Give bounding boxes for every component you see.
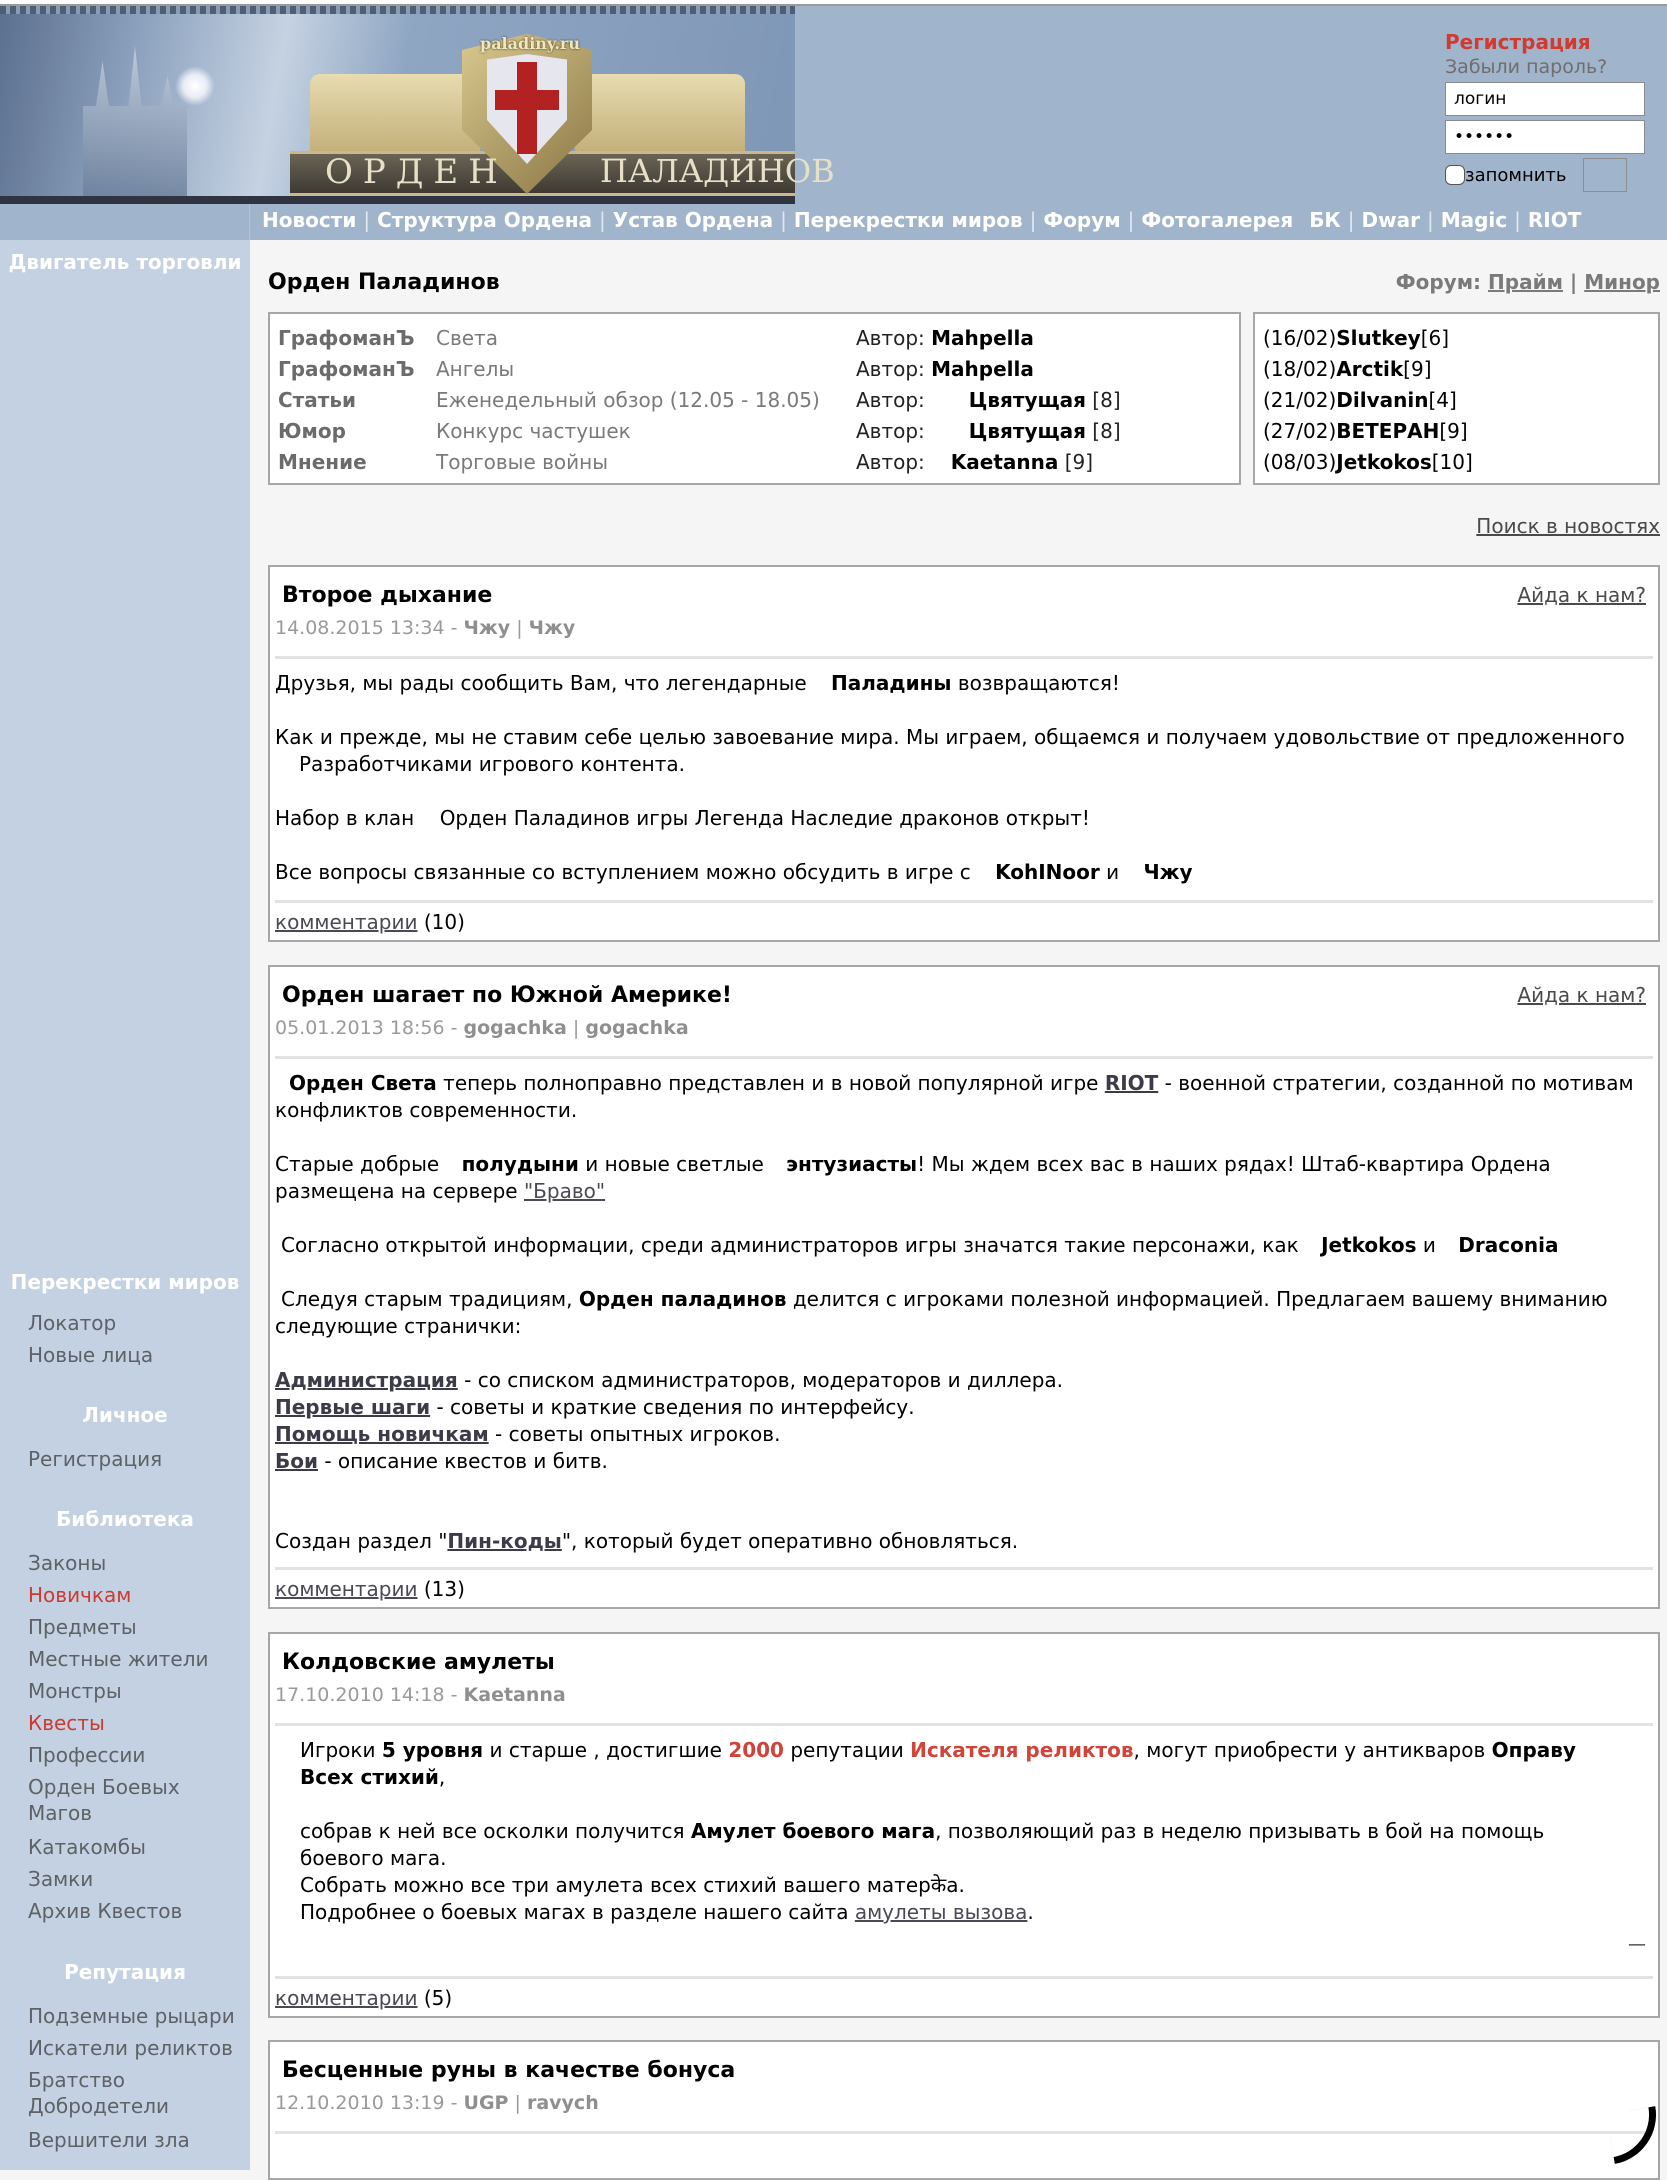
nav-item-news[interactable]: Новости	[262, 208, 357, 232]
birthday-name[interactable]: Arctik	[1336, 356, 1404, 381]
summon-amulets-link[interactable]: амулеты вызова	[854, 1900, 1028, 1924]
article-author[interactable]: Цвятущая	[968, 387, 1086, 412]
sidebar-item-professions[interactable]: Профессии	[28, 1743, 146, 1767]
article-title[interactable]: Света	[436, 325, 498, 350]
page-title: Орден Паладинов	[268, 270, 500, 295]
article-category: Юмор	[278, 418, 346, 443]
sidebar-item-evil-doers[interactable]: Вершители зла	[28, 2128, 190, 2152]
register-link[interactable]: Регистрация	[1445, 30, 1591, 54]
pin-codes-link[interactable]: Пин-коды	[447, 1529, 562, 1553]
riot-link[interactable]: RIOT	[1104, 1071, 1159, 1095]
news-divider	[275, 900, 1653, 903]
news-divider	[275, 1976, 1653, 1979]
news-paragraph: Подробнее о боевых магах в разделе нашего сайта амулеты вызова.	[300, 1900, 1034, 1924]
news-item	[268, 965, 1660, 1609]
sidebar-item-new-faces[interactable]: Новые лица	[28, 1343, 154, 1367]
article-title[interactable]: Конкурс частушек	[436, 418, 631, 443]
article-author-count: [9]	[1064, 449, 1094, 474]
news-paragraph: Набор в клан Орден Паладинов игры Легенда Наследие драконов открыт!	[275, 806, 1090, 830]
news-paragraph: Следуя старым традициям, Орден паладинов делится с игроками полезной информацией. Предлагаем вашему вниманию следующие странички:	[275, 1287, 1608, 1338]
login-input[interactable]	[1445, 82, 1645, 116]
nav-item-gallery[interactable]: Фотогалерея	[1141, 208, 1294, 232]
sidebar-item-relic-seekers[interactable]: Искатели реликтов	[28, 2036, 233, 2060]
battles-link[interactable]: Бои	[275, 1449, 318, 1473]
article-category: Статьи	[278, 387, 357, 412]
birthday-row	[1263, 322, 1650, 353]
sidebar-heading-ads: Двигатель торговли	[8, 250, 242, 274]
sidebar-item-underground-knights[interactable]: Подземные рыцари	[28, 2004, 235, 2028]
news-link-line: Первые шаги - советы и краткие сведения по интерфейсу.	[275, 1395, 915, 1419]
news-body	[275, 670, 1653, 886]
birthday-name[interactable]: Slutkey	[1336, 325, 1421, 350]
nav-item-bk[interactable]: БК	[1309, 208, 1341, 232]
birthday-date: (21/02)	[1263, 387, 1337, 412]
castle-image	[70, 46, 200, 196]
news-meta: 14.08.2015 13:34 - Чжу | Чжу	[275, 617, 576, 639]
news-author[interactable]: Чжу	[463, 617, 511, 639]
sidebar-heading-personal: Личное	[82, 1403, 168, 1427]
sidebar-item-laws[interactable]: Законы	[28, 1551, 107, 1575]
sidebar-item-quests[interactable]: Квесты	[28, 1711, 105, 1735]
login-submit-button[interactable]	[1583, 158, 1627, 192]
nav-item-riot[interactable]: RIOT	[1527, 208, 1582, 232]
forum-separator: |	[1569, 270, 1578, 294]
news-author[interactable]: gogachka	[585, 1017, 689, 1039]
sidebar-item-battle-mages[interactable]: Орден Боевых Магов	[28, 1775, 180, 1825]
news-item	[268, 1632, 1660, 2018]
news-item	[268, 2040, 1660, 2180]
nav-items	[262, 208, 1581, 232]
article-title[interactable]: Еженедельный обзор (12.05 - 18.05)	[436, 387, 820, 412]
article-author[interactable]: Kaetanna	[950, 449, 1059, 474]
cross-icon-bar	[495, 90, 559, 110]
forum-minor-link[interactable]: Минор	[1584, 270, 1660, 294]
remember-label: запомнить	[1465, 164, 1567, 186]
news-item	[268, 565, 1660, 942]
news-author[interactable]: Kaetanna	[463, 1684, 566, 1706]
nav-separator: |	[1029, 208, 1037, 232]
comments-link[interactable]: комментарии	[275, 1986, 418, 2010]
first-steps-link[interactable]: Первые шаги	[275, 1395, 431, 1419]
nav-item-forum[interactable]: Форум	[1043, 208, 1121, 232]
sidebar-item-catacombs[interactable]: Катакомбы	[28, 1835, 146, 1859]
birthday-date: (08/03)	[1263, 449, 1337, 474]
article-title[interactable]: Торговые войны	[436, 449, 609, 474]
news-divider	[275, 1723, 1653, 1726]
bravo-server-link[interactable]: "Браво"	[523, 1179, 606, 1203]
news-date: 12.10.2010 13:19	[275, 2092, 445, 2114]
news-divider	[275, 2131, 1653, 2134]
article-author[interactable]: Mahpella	[931, 325, 1034, 350]
news-date: 17.10.2010 14:18	[275, 1684, 445, 1706]
nav-separator: |	[1127, 208, 1135, 232]
comments-link[interactable]: комментарии	[275, 910, 418, 934]
news-paragraph: Друзья, мы рады сообщить Вам, что легендарные Паладины возвращаются!	[275, 671, 1120, 695]
article-author-count: [8]	[1092, 418, 1121, 443]
article-author-label: Автор:	[856, 449, 925, 474]
banner-title-left: ОРДЕН	[325, 152, 508, 192]
news-date: 05.01.2013 18:56	[275, 1017, 445, 1039]
news-link-line: Помощь новичкам - советы опытных игроков.	[275, 1422, 781, 1446]
article-row[interactable]	[278, 322, 1231, 353]
join-link[interactable]: Айда к нам?	[1517, 983, 1646, 1007]
news-paragraph: Старые добрые полудыни и новые светлые энтузиасты! Мы ждем всех вас в наших рядах! Штаб-квартира Ордена размещена на сервере "Браво"	[275, 1152, 1551, 1203]
sidebar-heading-reputation: Репутация	[64, 1960, 186, 1984]
sidebar-item-monsters[interactable]: Монстры	[28, 1679, 122, 1703]
birthday-row	[1263, 415, 1650, 446]
newbie-help-link[interactable]: Помощь новичкам	[275, 1422, 489, 1446]
sidebar-item-locals[interactable]: Местные жители	[28, 1647, 209, 1671]
nav-item-magic[interactable]: Magic	[1440, 208, 1508, 232]
comments-row	[275, 910, 465, 934]
banner-border-bottom	[0, 196, 795, 204]
news-paragraph: Все вопросы связанные со вступлением можно обсудить в игре с KohINoor и Чжу	[275, 860, 1193, 884]
comments-count: (10)	[423, 910, 465, 934]
remember-checkbox[interactable]	[1445, 165, 1465, 185]
nav-item-crossroads[interactable]: Перекрестки миров	[793, 208, 1023, 232]
sidebar-item-locator[interactable]: Локатор	[28, 1311, 117, 1335]
news-title: Колдовские амулеты	[282, 1650, 555, 1675]
login-form	[1445, 30, 1655, 192]
news-search-link[interactable]: Поиск в новостях	[1476, 514, 1660, 538]
sidebar-item-registration[interactable]: Регистрация	[28, 1447, 163, 1471]
news-title: Бесценные руны в качестве бонуса	[282, 2058, 736, 2083]
nav-item-structure[interactable]: Структура Ордена	[377, 208, 593, 232]
forgot-password-link[interactable]: Забыли пароль?	[1445, 56, 1608, 78]
birthday-count: [10]	[1431, 449, 1473, 474]
birthday-name[interactable]: Jetkokos	[1336, 449, 1432, 474]
nav-item-charter[interactable]: Устав Ордена	[612, 208, 774, 232]
news-paragraph: Согласно открытой информации, среди администраторов игры значатся такие персонажи, как Jetkokos и Draconia	[281, 1233, 1559, 1257]
header	[0, 6, 1667, 204]
join-link[interactable]: Айда к нам?	[1517, 583, 1646, 607]
article-author[interactable]: Mahpella	[931, 356, 1034, 381]
article-title[interactable]: Ангелы	[436, 356, 515, 381]
news-meta: 17.10.2010 14:18 - Kaetanna	[275, 1684, 566, 1706]
sidebar-heading-crossroads: Перекрестки миров	[10, 1270, 240, 1294]
birthday-row	[1263, 446, 1650, 477]
logo-text: paladiny.ru	[480, 34, 580, 53]
birthday-row	[1263, 353, 1650, 384]
forum-label: Форум:	[1395, 270, 1482, 294]
password-input[interactable]	[1445, 120, 1645, 154]
banner-title-right: ПАЛАДИНОВ	[600, 152, 835, 190]
news-divider	[275, 1056, 1653, 1059]
comments-row	[275, 1577, 465, 1601]
news-paragraph: Собрать можно все три амулета всех стихий вашего матерकेа.	[300, 1873, 965, 1897]
news-divider	[275, 656, 1653, 659]
forum-prime-link[interactable]: Прайм	[1488, 270, 1563, 294]
nav-left-cap	[0, 204, 250, 240]
news-link-line: Администрация - со списком администраторов, модераторов и диллера.	[275, 1368, 1064, 1392]
news-paragraph: Орден Света теперь полноправно представлен и в новой популярной игре RIOT - военной стратегии, созданной по мотивам конфликтов современности.	[275, 1071, 1634, 1122]
sidebar-item-castles[interactable]: Замки	[28, 1867, 94, 1891]
sidebar-item-items[interactable]: Предметы	[28, 1615, 137, 1639]
comments-count: (5)	[423, 1986, 453, 2010]
article-author-label: Автор:	[856, 387, 925, 412]
article-row[interactable]	[278, 415, 1231, 446]
forum-links	[1396, 270, 1660, 294]
news-title: Орден шагает по Южной Америке!	[282, 983, 732, 1008]
birthday-name[interactable]: Dilvanin	[1336, 387, 1429, 412]
birthday-count: [9]	[1439, 418, 1468, 443]
news-author[interactable]: UGP	[463, 2092, 509, 2114]
news-date: 14.08.2015 13:34	[275, 617, 445, 639]
birthday-name[interactable]: ВЕТЕРАН	[1336, 418, 1440, 443]
news-title: Второе дыхание	[282, 583, 493, 608]
article-row[interactable]	[278, 353, 1231, 384]
news-body	[300, 1737, 1628, 1926]
article-author-label: Автор:	[856, 325, 925, 350]
birthday-count: [6]	[1420, 325, 1450, 350]
article-category: ГрафоманЪ	[278, 325, 415, 350]
news-paragraph: собрав к ней все осколки получится Амулет боевого мага, позволяющий раз в неделю призывать в бой на помощь боевого мага.	[300, 1819, 1545, 1870]
article-author-count: [8]	[1092, 387, 1121, 412]
birthday-count: [9]	[1403, 356, 1432, 381]
article-category: ГрафоманЪ	[278, 356, 415, 381]
comments-count: (13)	[423, 1577, 465, 1601]
birthday-date: (27/02)	[1263, 418, 1337, 443]
news-author[interactable]: Чжу	[528, 617, 576, 639]
moon-image	[175, 66, 215, 106]
article-category: Мнение	[278, 449, 367, 474]
collapse-icon[interactable]: —	[1628, 1934, 1646, 1955]
news-meta: 12.10.2010 13:19 - UGP | ravych	[275, 2092, 599, 2114]
article-author-label: Автор:	[856, 418, 925, 443]
news-body	[275, 1070, 1653, 1555]
birthdays-box	[1253, 312, 1660, 485]
news-paragraph: Создан раздел "Пин-коды", который будет оперативно обновляться.	[275, 1529, 1019, 1553]
sidebar-item-newbies[interactable]: Новичкам	[28, 1583, 132, 1607]
news-paragraph: Как и прежде, мы не ставим себе целью завоевание мира. Мы играем, общаемся и получаем удовольствие от предложенного Разработчиками игрового контента.	[275, 725, 1625, 776]
news-author[interactable]: gogachka	[463, 1017, 567, 1039]
nav-separator: |	[1426, 208, 1434, 232]
sidebar-item-quest-archive[interactable]: Архив Квестов	[28, 1899, 183, 1923]
birthday-date: (16/02)	[1263, 325, 1337, 350]
news-divider	[275, 1567, 1653, 1570]
articles-box	[268, 312, 1241, 485]
comments-link[interactable]: комментарии	[275, 1577, 418, 1601]
sidebar-item-virtue-brotherhood[interactable]: Братство Добродетели	[28, 2068, 169, 2118]
main-nav	[0, 204, 1667, 240]
nav-item-dwar[interactable]: Dwar	[1361, 208, 1420, 232]
remember-row	[1445, 158, 1655, 192]
banner-border	[0, 6, 795, 14]
sidebar	[0, 240, 250, 2170]
article-row[interactable]	[278, 384, 1231, 415]
nav-separator: |	[363, 208, 371, 232]
nav-separator: |	[1514, 208, 1521, 232]
comments-row	[275, 1986, 452, 2010]
news-paragraph: Игроки 5 уровня и старше , достигшие 2000 репутации Искателя реликтов, могут приобрести у антикваров Оправу Всех стихий,	[300, 1738, 1576, 1789]
news-author[interactable]: ravych	[526, 2092, 599, 2114]
news-meta: 05.01.2013 18:56 - gogachka | gogachka	[275, 1017, 689, 1039]
sidebar-heading-library: Библиотека	[56, 1507, 194, 1531]
nav-separator: |	[780, 208, 787, 232]
article-author[interactable]: Цвятущая	[968, 418, 1086, 443]
birthday-date: (18/02)	[1263, 356, 1337, 381]
nav-separator: |	[1347, 208, 1355, 232]
article-row[interactable]	[278, 446, 1231, 477]
news-link-line: Бои - описание квестов и битв.	[275, 1449, 608, 1473]
birthday-count: [4]	[1428, 387, 1457, 412]
birthday-row	[1263, 384, 1650, 415]
administration-link[interactable]: Администрация	[275, 1368, 458, 1392]
site-banner[interactable]	[0, 6, 835, 204]
nav-separator: |	[599, 208, 606, 232]
article-author-label: Автор:	[856, 356, 925, 381]
